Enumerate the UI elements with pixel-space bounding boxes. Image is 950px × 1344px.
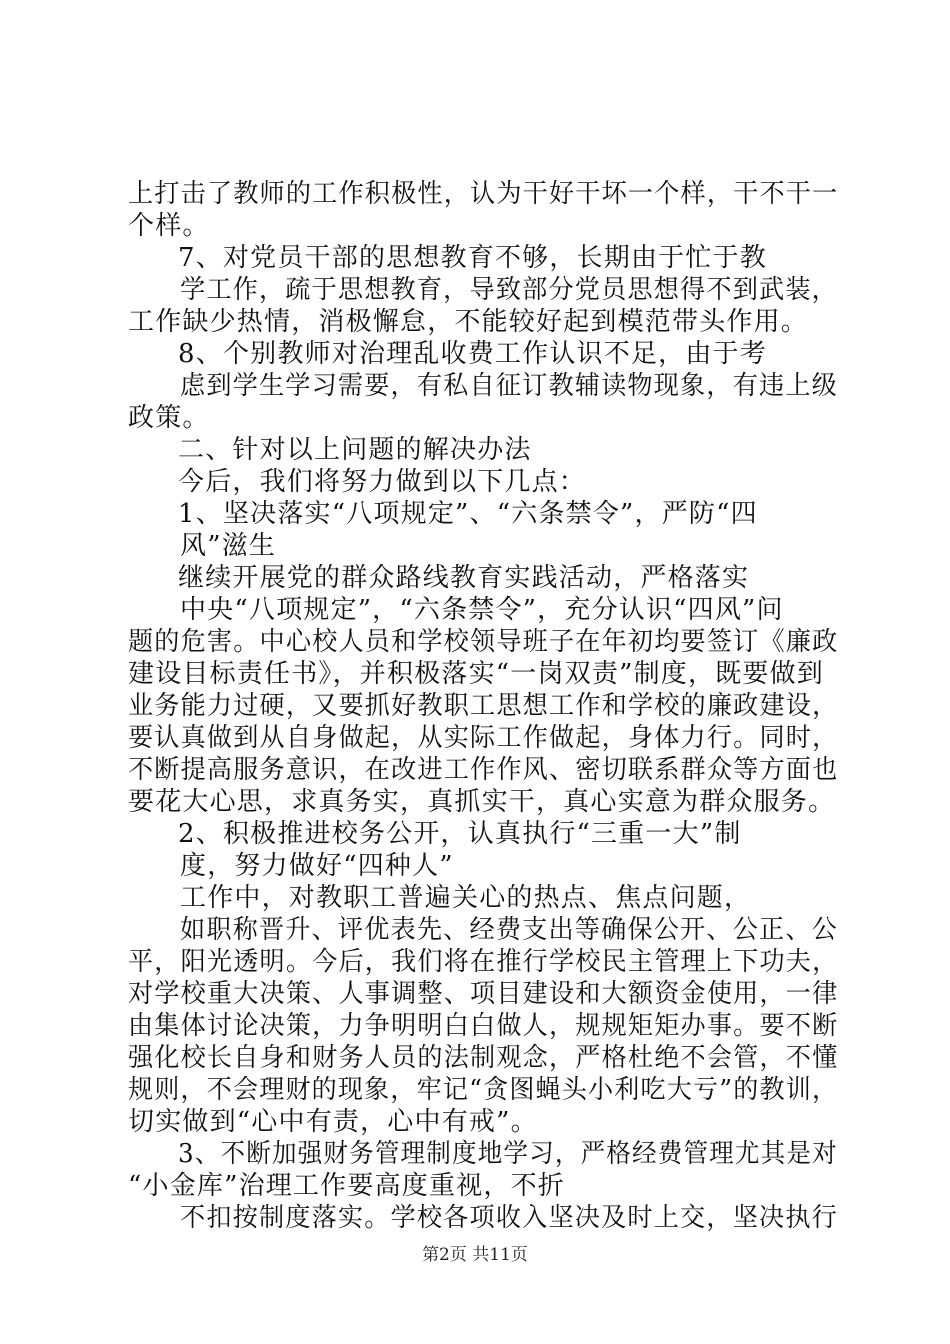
text-line: 政策。 [128,403,210,433]
page-footer: 第2页 共11页 [422,1245,528,1265]
text-line: 不扣按制度落实。学校各项收入坚决及时上交，坚决执行 [180,1203,838,1233]
text-line: 8、个别教师对治理乱收费工作认识不足，由于考 [178,339,767,369]
text-line: 中央“八项规定”，“六条禁令”，充分认识“四风”问 [180,595,784,625]
text-line: 工作缺少热情，消极懈怠，不能较好起到模范带头作用。 [128,307,809,337]
text-line: 1、坚决落实“八项规定”、“六条禁令”，严防“四 [178,499,758,529]
text-line: 规则，不会理财的现象，牢记“贪图蝇头小利吃大亏”的教训， [128,1075,839,1105]
text-line: 2、积极推进校务公开，认真执行“三重一大”制 [178,819,742,849]
text-line: 今后，我们将努力做到以下几点： [178,467,587,497]
text-line: 由集体讨论决策，力争明明白白做人，规规矩矩办事。要不断 [128,1011,839,1041]
text-line: 要认真做到从自身做起，从实际工作做起，身体力行。同时， [128,723,839,753]
text-line: 如职称晋升、评优表先、经费支出等确保公开、公正、公 [180,915,838,945]
text-line: 7、对党员干部的思想教育不够，长期由于忙于教 [178,243,767,273]
text-line: 工作中，对教职工普遍关心的热点、焦点问题， [180,883,752,913]
text-line: 度，努力做好“四种人” [180,851,454,881]
text-line: 题的危害。中心校人员和学校领导班子在年初均要签订《廉政 [128,627,839,657]
text-line: 3、不断加强财务管理制度地学习，严格经费管理尤其是对 [178,1139,838,1169]
text-line: 学工作，疏于思想教育，导致部分党员思想得不到武装， [180,275,838,305]
text-line: 个样。 [128,211,210,241]
section-heading: 二、针对以上问题的解决办法 [178,435,532,465]
text-line: 建设目标责任书》，并积极落实“一岗双责”制度，既要做到 [128,659,824,689]
text-line: “小金库”治理工作要高度重视，不折 [128,1171,565,1201]
text-line: 切实做到“心中有责，心中有戒”。 [128,1107,538,1137]
text-line: 虑到学生学习需要，有私自征订教辅读物现象，有违上级 [180,371,838,401]
text-line: 对学校重大决策、人事调整、项目建设和大额资金使用，一律 [128,979,839,1009]
text-line: 风”滋生 [180,531,277,561]
text-line: 业务能力过硬，又要抓好教职工思想工作和学校的廉政建设， [128,691,839,721]
text-line: 要花大心思，求真务实，真抓实干，真心实意为群众服务。 [128,787,836,817]
text-line: 平，阳光透明。今后，我们将在推行学校民主管理上下功夫， [128,947,839,977]
text-line: 强化校长自身和财务人员的法制观念，严格杜绝不会管，不懂 [128,1043,839,1073]
text-line: 继续开展党的群众路线教育实践活动，严格落实 [178,563,750,593]
text-line: 上打击了教师的工作积极性，认为干好干坏一个样，干不干一 [128,179,839,209]
text-line: 不断提高服务意识，在改进工作作风、密切联系群众等方面也 [128,755,839,785]
